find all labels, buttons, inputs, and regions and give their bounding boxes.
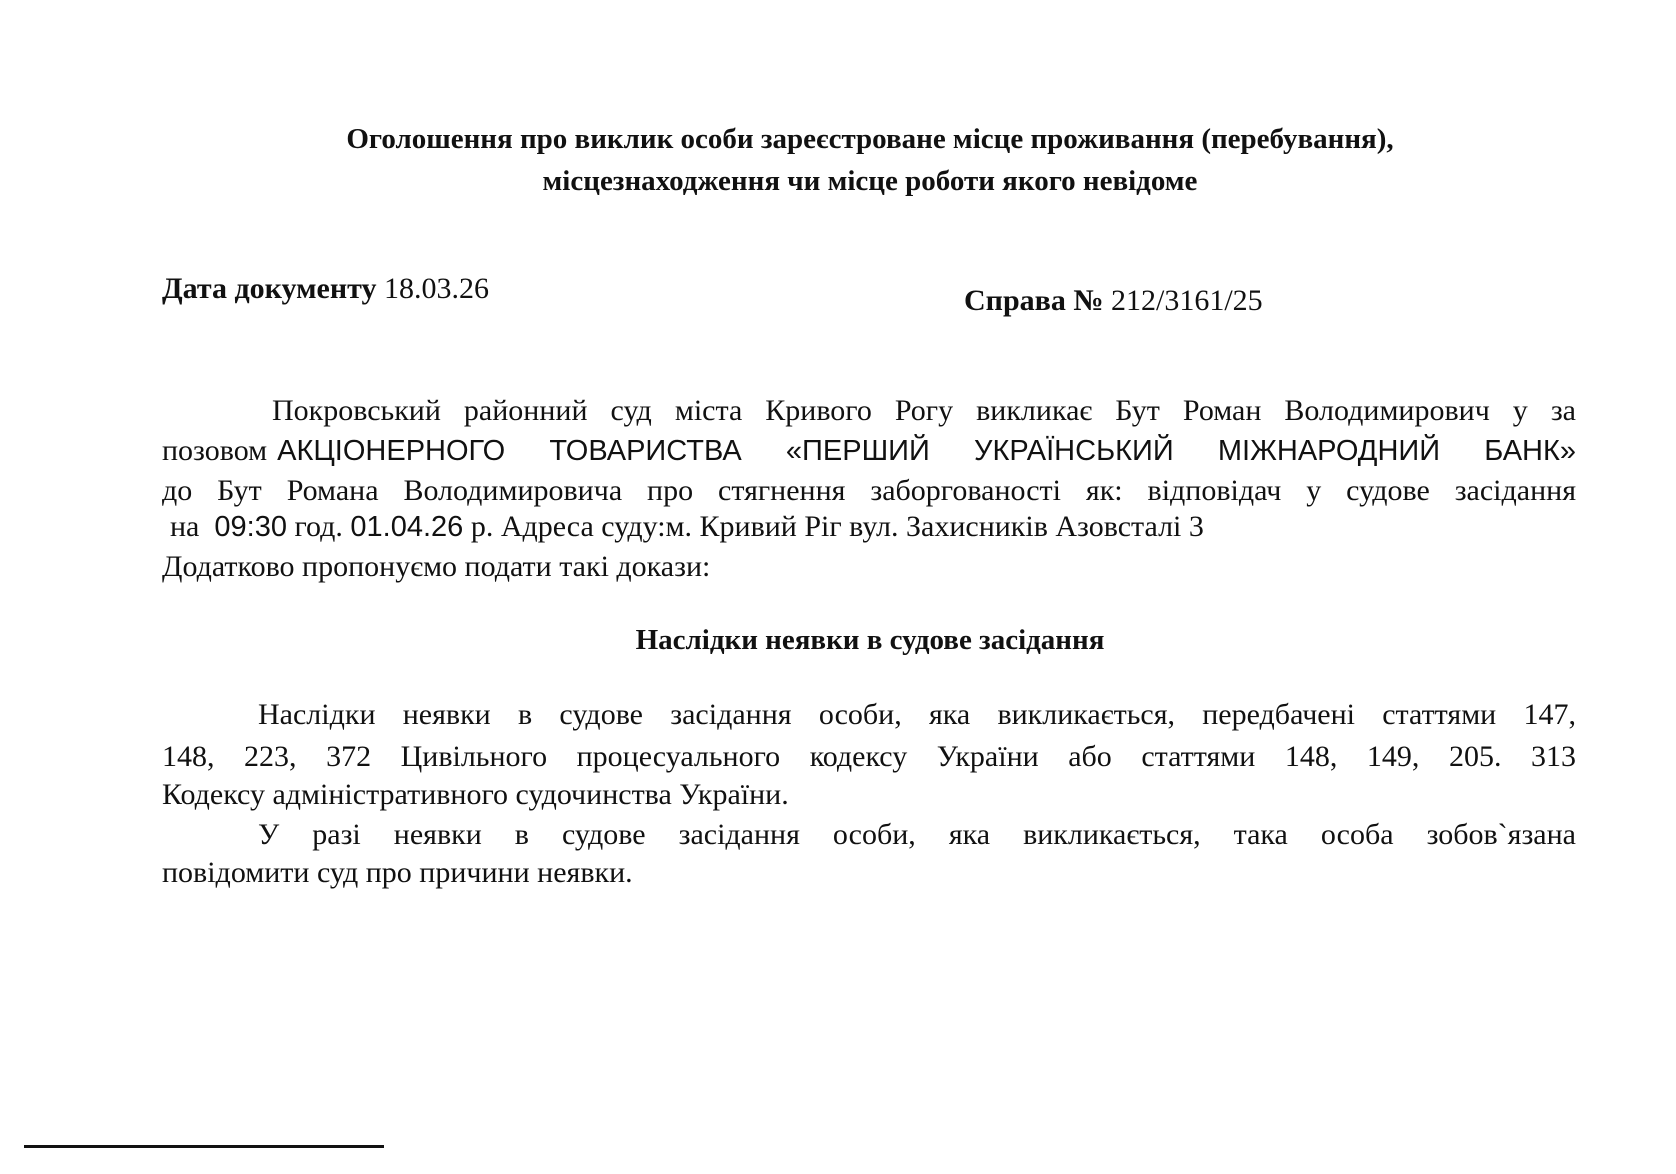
summons-line-4 bbox=[170, 508, 1584, 546]
case-value: 212/3161/25 bbox=[1110, 284, 1263, 317]
consequences-p1-line-1: Наслідки неявки в судове засідання особи, яка викликається, передбачені статтями 147, bbox=[258, 698, 1576, 731]
plaintiff-name: АКЦІОНЕРНОГО ТОВАРИСТВА «ПЕРШИЙ УКРАЇНСЬКИЙ МІЖНАРОДНИЙ БАНК» bbox=[277, 435, 1576, 467]
case-number bbox=[964, 284, 1263, 318]
hearing-time: 09:30 bbox=[214, 511, 287, 543]
date-value: 18.03.26 bbox=[383, 272, 489, 305]
consequences-p1-line-2: 148, 223, 372 Цивільного процесуального кодексу України або статтями 148, 149, 205. 313 bbox=[162, 740, 1576, 773]
court-address: р. Адреса суду:м. Кривий Ріг вул. Захисників Азовсталі 3 bbox=[470, 510, 1204, 543]
title-line-1: Оголошення про виклик особи зареєстроване місце проживання (перебування), bbox=[346, 123, 1394, 155]
footer-rule bbox=[24, 1145, 384, 1148]
hearing-date: 01.04.26 bbox=[350, 511, 464, 543]
consequences-p2-line-2: повідомити суд про причини неявки. bbox=[162, 856, 633, 889]
document-date bbox=[162, 272, 489, 306]
plaintiff-prefix: позовом bbox=[162, 434, 268, 467]
date-label: Дата документу bbox=[162, 272, 377, 305]
summons-line-1: Покровський районний суд міста Кривого Рогу викликає Бут Роман Володимирович у за bbox=[272, 394, 1576, 427]
document-title bbox=[200, 118, 1540, 202]
summons-line-5: Додатково пропонуємо подати такі докази: bbox=[162, 550, 711, 583]
hearing-prefix: на bbox=[170, 510, 200, 543]
hearing-time-suffix: год. bbox=[294, 510, 343, 543]
title-line-2: місцезнаходження чи місце роботи якого невідоме bbox=[542, 165, 1198, 197]
consequences-p1-line-3: Кодексу адміністративного судочинства України. bbox=[162, 778, 789, 811]
consequences-heading: Наслідки неявки в судове засідання bbox=[635, 624, 1105, 656]
summons-line-2 bbox=[162, 432, 1576, 470]
summons-line-3: до Бут Романа Володимировича про стягнення заборгованості як: відповідач у судове засідання bbox=[162, 474, 1576, 507]
case-label: Справа № bbox=[964, 284, 1104, 317]
consequences-p2-line-1: У разі неявки в судове засідання особи, яка викликається, така особа зобов`язана bbox=[258, 818, 1576, 851]
